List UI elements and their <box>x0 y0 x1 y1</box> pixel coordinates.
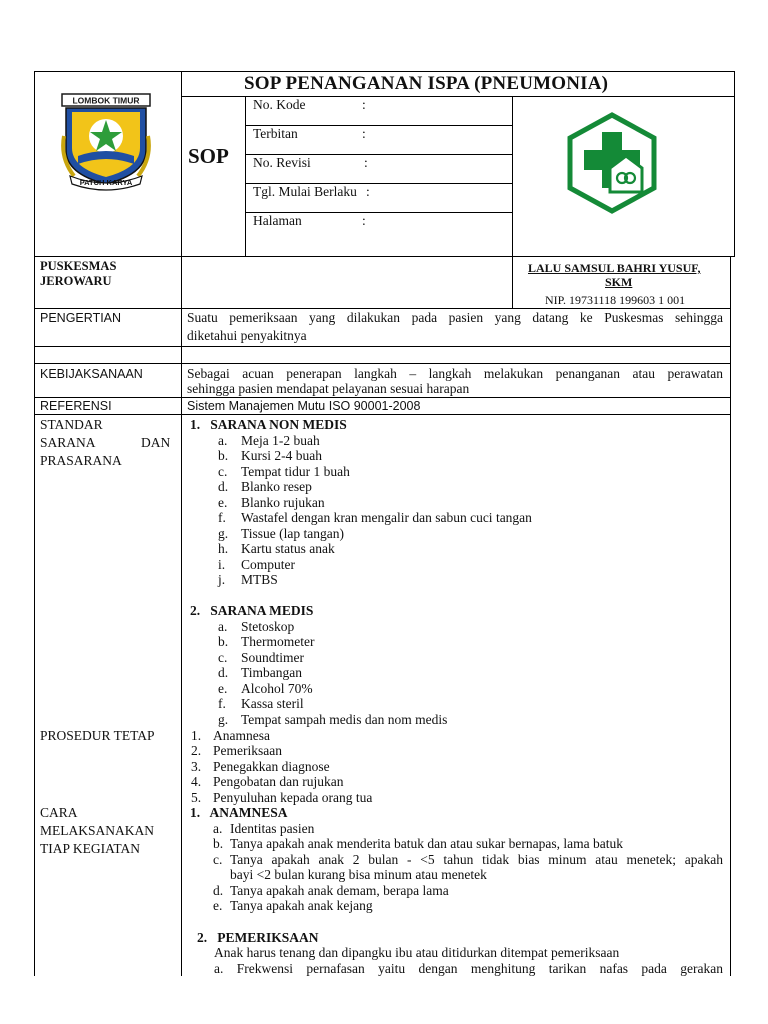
list-item: Tanya apakah anak demam, berapa lama <box>230 883 449 898</box>
list-marker: b. <box>218 634 229 649</box>
list-item: Pemeriksaan <box>213 743 282 758</box>
list-item: bayi <2 bulan kurang bisa minum atau menetek <box>230 867 487 882</box>
list-item: Thermometer <box>241 634 315 649</box>
list-item: Kassa steril <box>241 696 304 711</box>
list-marker: d. <box>218 665 229 680</box>
signer-nip: NIP. 19731118 199603 1 001 <box>545 293 686 307</box>
field-terbitan-sep: : <box>362 126 366 141</box>
list-marker: e. <box>218 495 228 510</box>
field-no-revisi-label: No. Revisi <box>253 155 311 170</box>
divider-fields <box>512 96 513 308</box>
list-marker: i. <box>218 557 226 572</box>
anamnesa-title: 1. ANAMNESA <box>190 805 288 820</box>
field-tgl-label: Tgl. Mulai Berlaku <box>253 184 357 199</box>
list-marker: d. <box>218 479 229 494</box>
list-marker: a. <box>213 821 223 836</box>
puskesmas-name-1: PUSKESMAS <box>40 259 117 273</box>
referensi-value: Sistem Manajemen Mutu ISO 90001-2008 <box>187 399 421 413</box>
header-bottom-rule <box>34 256 735 257</box>
list-item: Tissue (lap tangan) <box>241 526 344 541</box>
signer-name-2: SKM <box>605 275 633 289</box>
list-marker: 4. <box>191 774 202 789</box>
list-item: Penyuluhan kepada orang tua <box>213 790 373 805</box>
pengertian-label: PENGERTIAN <box>40 311 122 325</box>
rule-empty <box>34 363 731 364</box>
emblem-ribbon-text: PATUH KARYA <box>79 178 133 187</box>
list-item: Soundtimer <box>241 650 304 665</box>
field-halaman-sep: : <box>362 213 366 228</box>
pengertian-line-1: Suatu pemeriksaan yang dilakukan pada pasien yang datang ke Puskesmas sehingga <box>187 310 723 325</box>
standar-label-1: STANDAR <box>40 417 103 432</box>
prosedur-label: PROSEDUR TETAP <box>40 728 155 743</box>
list-marker: b. <box>218 448 229 463</box>
field-halaman-label: Halaman <box>253 213 302 228</box>
list-item: Tempat sampah medis dan nom medis <box>241 712 448 727</box>
field-no-kode-label: No. Kode <box>253 97 306 112</box>
list-marker: e. <box>218 681 228 696</box>
field-tgl-sep: : <box>366 184 370 199</box>
list-marker: g. <box>218 712 229 727</box>
kebijaksanaan-line-2: sehingga pasien mendapat pelayanan sesuai harapan <box>187 381 470 396</box>
list-item: Timbangan <box>241 665 303 680</box>
puskesmas-logo-icon <box>566 112 658 214</box>
list-marker: f. <box>218 510 226 525</box>
list-item: Wastafel dengan kran mengalir dan sabun cuci tangan <box>241 510 532 525</box>
puskesmas-name-2: JEROWARU <box>40 274 112 288</box>
list-item: Anamnesa <box>213 728 270 743</box>
list-item: Tanya apakah anak 2 bulan - <5 tahun tidak bias minum atau menetek; apakah <box>230 852 723 867</box>
list-marker: b. <box>213 836 224 851</box>
list-marker: f. <box>218 696 226 711</box>
cara-label-1: CARA <box>40 805 78 820</box>
referensi-label: REFERENSI <box>40 399 112 413</box>
list-item: Blanko rujukan <box>241 495 325 510</box>
emblem-top-text: LOMBOK TIMUR <box>72 95 140 106</box>
list-item: Tanya apakah anak menderita batuk dan atau sukar bernapas, lama batuk <box>230 836 624 851</box>
cara-label-2: MELAKSANAKAN <box>40 823 154 838</box>
kebijaksanaan-label: KEBIJAKSANAAN <box>40 367 143 381</box>
list-marker: g. <box>218 526 229 541</box>
table-border-left <box>34 71 35 976</box>
list-marker: 5. <box>191 790 202 805</box>
table-border-top <box>34 71 735 72</box>
list-marker: h. <box>218 541 229 556</box>
list-item: Identitas pasien <box>230 821 315 836</box>
divider-logo <box>181 71 182 976</box>
list-marker: 2. <box>191 743 202 758</box>
list-item: MTBS <box>241 572 278 587</box>
list-marker: j. <box>218 572 226 587</box>
pemeriksaan-item-a: a. Frekwensi pernafasan yaitu dengan menghitung tarikan nafas pada gerakan <box>214 961 723 976</box>
divider-sop <box>245 96 246 256</box>
list-item: Tanya apakah anak kejang <box>230 898 373 913</box>
list-marker: c. <box>213 852 223 867</box>
list-item: Kartu status anak <box>241 541 335 556</box>
list-item: Blanko resep <box>241 479 312 494</box>
field-terbitan-label: Terbitan <box>253 126 298 141</box>
field-no-revisi-sep: : <box>364 155 368 170</box>
list-item: Stetoskop <box>241 619 295 634</box>
signer-name-1: LALU SAMSUL BAHRI YUSUF, <box>528 261 701 275</box>
list-marker: c. <box>218 464 228 479</box>
kebijaksanaan-line-1: Sebagai acuan penerapan langkah – langkah melakukan penanganan atau perawatan <box>187 366 723 381</box>
table-border-right-lower <box>730 257 731 976</box>
pemeriksaan-intro: Anak harus tenang dan dipangku ibu atau ditidurkan ditempat pemeriksaan <box>214 945 620 960</box>
document-title: SOP PENANGANAN ISPA (PNEUMONIA) <box>244 73 609 94</box>
lombok-timur-emblem <box>58 92 154 192</box>
list-marker: a. <box>218 433 228 448</box>
table-border-right <box>734 71 735 257</box>
list-item: Computer <box>241 557 295 572</box>
rule-referensi <box>34 414 731 415</box>
list-marker: a. <box>218 619 228 634</box>
list-item: Kursi 2-4 buah <box>241 448 322 463</box>
standar-label-3: PRASARANA <box>40 453 122 468</box>
pengertian-line-2: diketahui penyakitnya <box>187 328 307 343</box>
field-no-kode-sep: : <box>362 97 366 112</box>
list-item: Pengobatan dan rujukan <box>213 774 344 789</box>
list-marker: d. <box>213 883 224 898</box>
standar-label-2b: DAN <box>141 435 171 450</box>
list-item: Tempat tidur 1 buah <box>241 464 350 479</box>
non-medis-title: 1. SARANA NON MEDIS <box>190 417 347 432</box>
medis-title: 2. SARANA MEDIS <box>190 603 314 618</box>
list-marker: 3. <box>191 759 202 774</box>
list-marker: c. <box>218 650 228 665</box>
cara-label-3: TIAP KEGIATAN <box>40 841 141 856</box>
list-item: Penegakkan diagnose <box>213 759 330 774</box>
rule-puskesmas <box>34 308 731 309</box>
list-marker: 1. <box>191 728 202 743</box>
list-marker: e. <box>213 898 223 913</box>
pemeriksaan-title: 2. PEMERIKSAAN <box>197 930 319 945</box>
list-item: Alcohol 70% <box>241 681 313 696</box>
rule-pengertian <box>34 346 731 347</box>
list-item: Meja 1-2 buah <box>241 433 320 448</box>
sop-label: SOP <box>188 144 229 168</box>
standar-label-2a: SARANA <box>40 435 96 450</box>
